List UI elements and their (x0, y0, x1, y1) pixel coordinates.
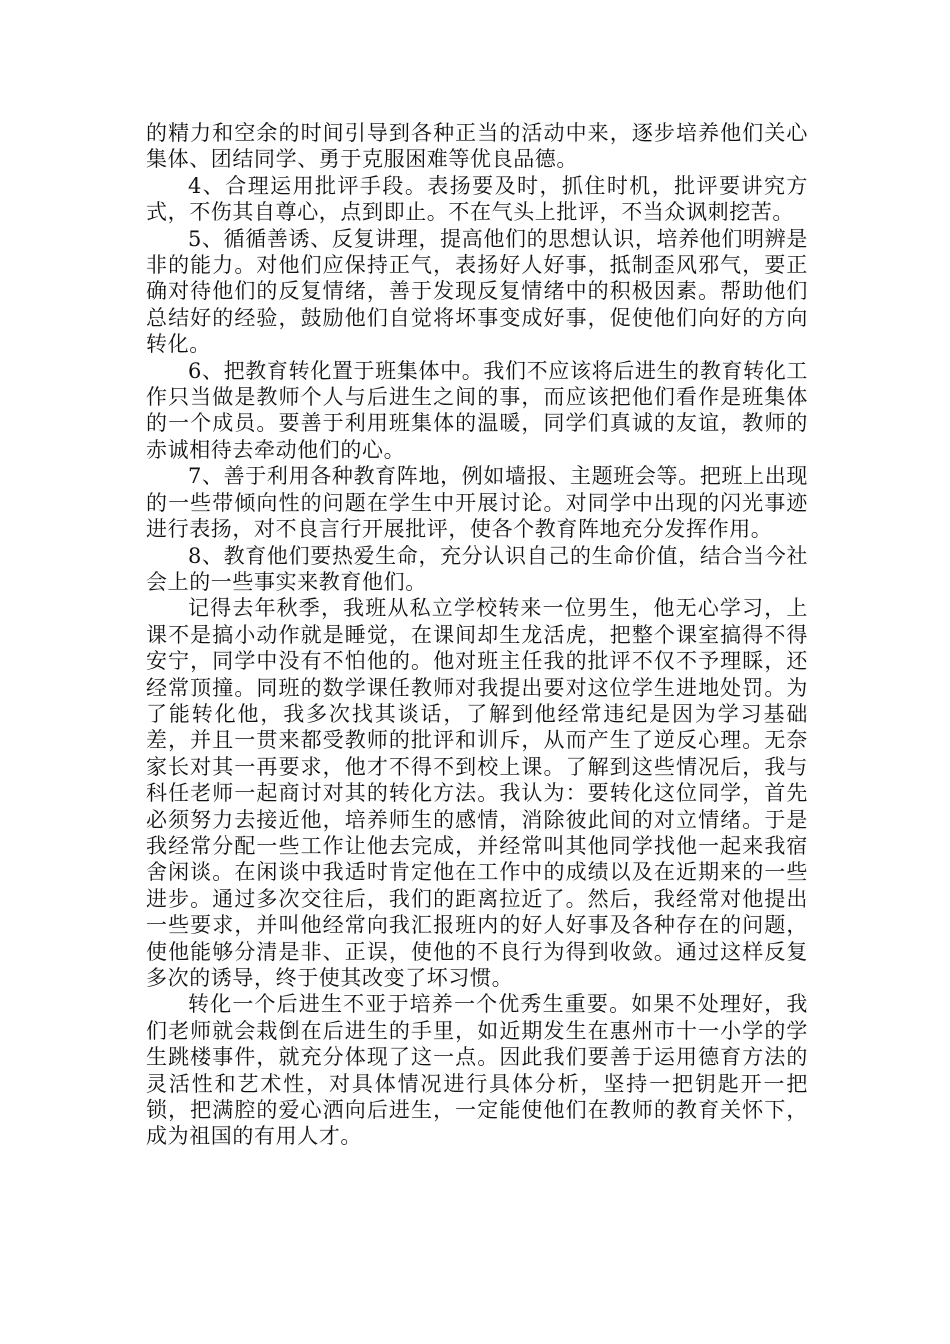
paragraph-continuation: 的精力和空余的时间引导到各种正当的活动中来，逐步培养他们关心集体、团结同学、勇于克服困难等优良品德。 (146, 121, 808, 172)
paragraph-conclusion: 转化一个后进生不亚于培养一个优秀生重要。如果不处理好，我们老师就会栽倒在后进生的手里，如近期发生在惠州市十一小学的学生跳楼事件，就充分体现了这一点。因此我们要善于运用德育方法的灵活性和艺术性，对具体情况进行具体分析，坚持一把钥匙开一把锁，把满腔的爱心洒向后进生，一定能使他们在教师的教育关怀下，成为祖国的有用人才。 (146, 992, 808, 1149)
paragraph-item-8: 8、教育他们要热爱生命，充分认识自己的生命价值，结合当今社会上的一些事实来教育他们。 (146, 543, 808, 594)
paragraph-case-story: 记得去年秋季，我班从私立学校转来一位男生，他无心学习，上课不是搞小动作就是睡觉，在课间却生龙活虎，把整个课室搞得不得安宁，同学中没有不怕他的。他对班主任我的批评不仅不予理睬，还经常顶撞。同班的数学课任教师对我提出要对这位学生进地处罚。为了能转化他，我多次找其谈话，了解到他经常违纪是因为学习基础差，并且一贯来都受教师的批评和训斥，从而产生了逆反心理。无奈家长对其一再要求，他才不得不到校上课。了解到这些情况后，我与科任老师一起商讨对其的转化方法。我认为：要转化这位同学，首先必须努力去接近他，培养师生的感情，消除彼此间的对立情绪。于是我经常分配一些工作让他去完成，并经常叫其他同学找他一起来我宿舍闲谈。在闲谈中我适时肯定他在工作中的成绩以及在近期来的一些进步。通过多次交往后，我们的距离拉近了。然后，我经常对他提出一些要求，并叫他经常向我汇报班内的好人好事及各种存在的问题，使他能够分清是非、正误，使他的不良行为得到收敛。通过这样反复多次的诱导，终于使其改变了坏习惯。 (146, 596, 808, 990)
document-page (146, 120, 808, 1150)
paragraph-item-5: 5、循循善诱、反复讲理，提高他们的思想认识，培养他们明辨是非的能力。对他们应保持正气，表扬好人好事，抵制歪风邪气，要正确对待他们的反复情绪，善于发现反复情绪中的积极因素。帮助他们总结好的经验，鼓励他们自觉将坏事变成好事，促使他们向好的方向转化。 (146, 226, 808, 357)
paragraph-item-7: 7、善于利用各种教育阵地，例如墙报、主题班会等。把班上出现的一些带倾向性的问题在学生中开展讨论。对同学中出现的闪光事迹进行表扬，对不良言行开展批评，使各个教育阵地充分发挥作用。 (146, 464, 808, 542)
paragraph-item-6: 6、把教育转化置于班集体中。我们不应该将后进生的教育转化工作只当做是教师个人与后进生之间的事，而应该把他们看作是班集体的一个成员。要善于利用班集体的温暖，同学们真诚的友谊，教师的赤诚相待去牵动他们的心。 (146, 358, 808, 462)
paragraph-item-4: 4、合理运用批评手段。表扬要及时，抓住时机，批评要讲究方式，不伤其自尊心，点到即止。不在气头上批评，不当众讽刺挖苦。 (146, 173, 808, 225)
